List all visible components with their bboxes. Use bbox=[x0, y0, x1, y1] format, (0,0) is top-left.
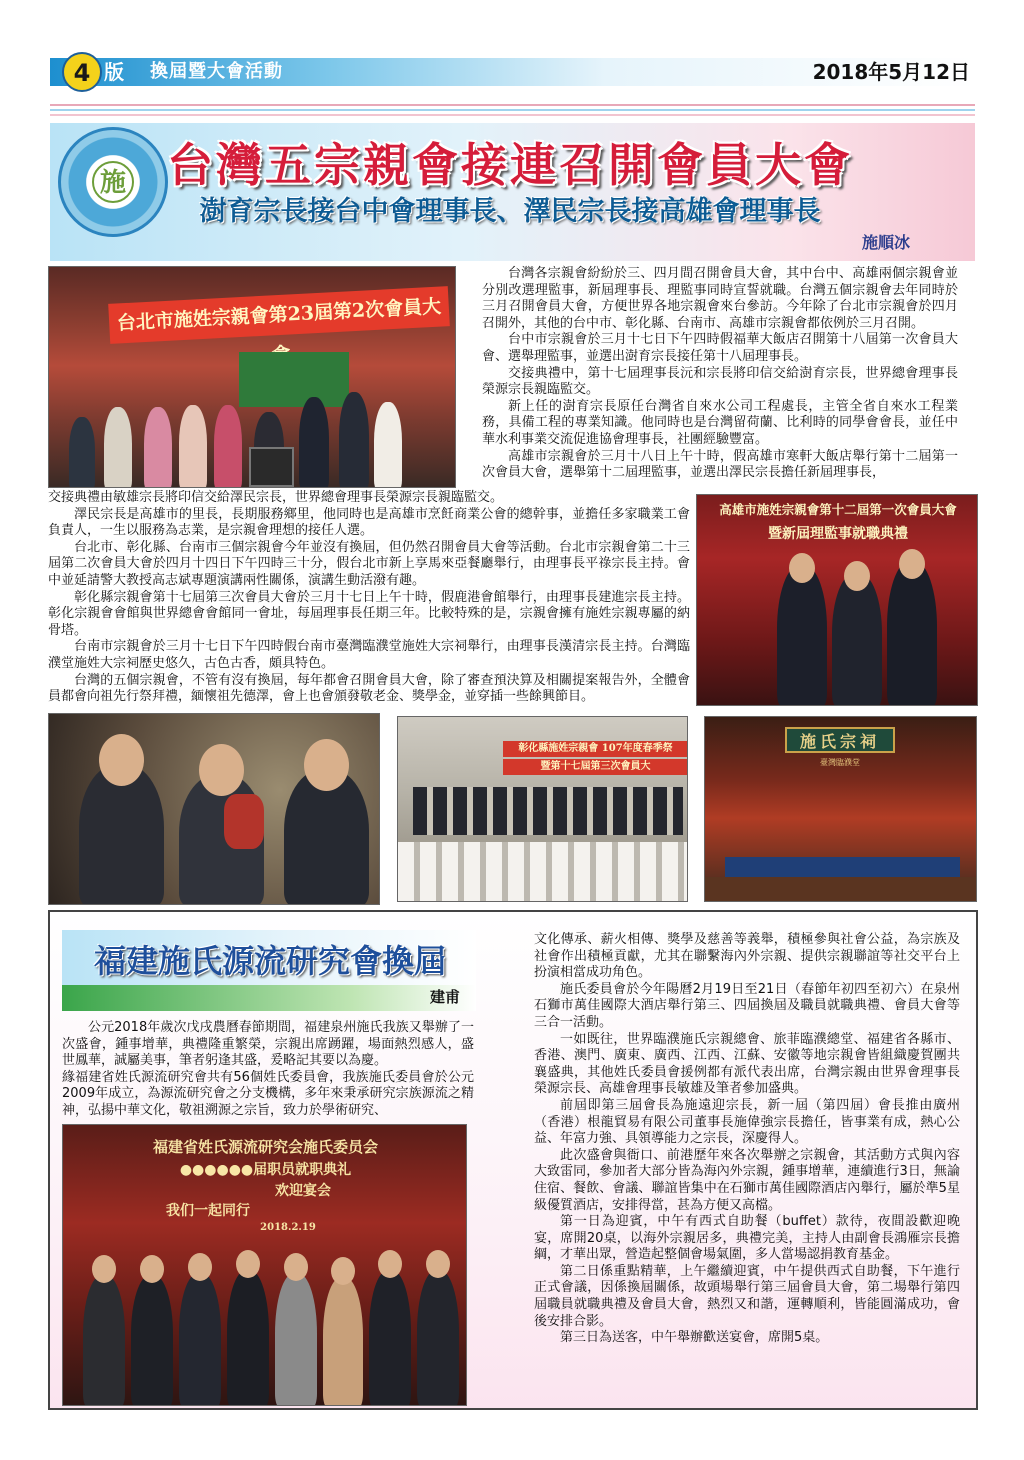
paragraph: 交接典禮由敏雄宗長將印信交給澤民宗長，世界總會理事長榮源宗長親臨監交。 bbox=[48, 490, 504, 505]
fujian-banner-line4: 我们一起同行 bbox=[166, 1203, 250, 1219]
article1-author: 施順冰 bbox=[861, 233, 910, 252]
monitor bbox=[249, 447, 294, 487]
paragraph: 彰化縣宗親會第十七屆第三次會員大會於三月十七日上午十時，假鹿港會館舉行，由理事長建進宗長主持。彰化宗親會會館與世界總會會館同一會址，每屆理事長任期三年。比較特殊的是，宗親會擁有施姓宗親專屬的納骨塔。 bbox=[48, 589, 690, 638]
header-rule-3 bbox=[50, 114, 975, 116]
article2-title: 福建施氏源流研究會換屆 bbox=[93, 942, 446, 980]
fujian-banner-line3: 欢迎宴会 bbox=[275, 1183, 331, 1199]
issue-date: 2018年5月12日 bbox=[812, 60, 970, 84]
article1-subheadline: 澍育宗長接台中會理事長、澤民宗長接高雄會理事長 bbox=[199, 196, 821, 227]
photo-taipei-meeting bbox=[48, 266, 456, 488]
white-chairs bbox=[398, 842, 688, 902]
article2-text-left bbox=[62, 1020, 474, 1120]
paragraph: 台中市宗親會於三月十七日下午四時假福華大飯店召開第十八屆第一次會員大會、選舉理監事，並選出澍育宗長接任第十八屆理事長。 bbox=[482, 332, 958, 364]
photo-fujian-ceremony bbox=[62, 1124, 467, 1406]
section-title: 換屆暨大會活動 bbox=[150, 61, 283, 82]
hall-banner-text: 台北市施姓宗親會第23屆第2次會員大會 bbox=[108, 286, 450, 344]
temple-floor bbox=[705, 877, 977, 902]
paragraph: 澤民宗長是高雄市的里長，長期服務鄉里，他同時也是高雄市烹飪商業公會的總幹事，並擔任多家職業工會負責人，一生以服務為志業，是宗親會理想的接任人選。 bbox=[48, 506, 690, 539]
paragraph: 施氏委員會於今年陽曆2月19日至21日（春節年初四至初六）在泉州石獅市萬佳國際大酒店舉行第三、四屆換屆及職員就職典禮、會員大會等三合一活動。 bbox=[534, 981, 960, 1030]
page-unit-label: 版 bbox=[104, 60, 124, 84]
kaohsiung-banner-line2: 暨新屆理監事就職典禮 bbox=[768, 526, 908, 542]
paragraph: 公元2018年歲次戊戌農曆春節期間，福建泉州施氏我族又舉辦了一次盛會，鍾事增華，典禮隆重繁榮，宗親出席踴躍，場面熱烈感人，盛世鳳華，誠屬美事，筆者躬逢其盛，爰略記其要以為慶。 bbox=[62, 1020, 474, 1069]
paragraph: 前屆即第三屆會長為施遠迎宗長，新一屆（第四屆）會長推由廣州（香港）根龍貿易有限公司董事長施偉強宗長擔任，皆事業有成，熱心公益、年富力強、具領導能力之宗長，深慶得人。 bbox=[534, 1097, 960, 1147]
photo-tainan-temple bbox=[704, 716, 977, 902]
temple-plaque: 施氏宗祠 bbox=[785, 727, 895, 753]
temple-subplaque: 臺灣臨濮堂 bbox=[820, 758, 860, 767]
group-banner-line1: 彰化縣施姓宗親會 107年度春季祭 bbox=[503, 741, 688, 757]
paragraph: 高雄市宗親會於三月十八日上午十時，假高雄市寒軒大飯店舉行第十二屆第一次會員大會，選舉第十二屆理監事，並選出澤民宗長擔任新屆理事長， bbox=[482, 448, 958, 481]
green-flag bbox=[239, 352, 349, 407]
stage-table bbox=[725, 857, 960, 877]
fujian-banner-line5: 2018.2.19 bbox=[260, 1222, 316, 1233]
group-people bbox=[413, 787, 683, 835]
paragraph: 一如既往，世界臨濮施氏宗親總會、旅菲臨濮總堂、福建省各縣市、香港、澳門、廣東、廣西、江西、江蘇、安徽等地宗親會皆組織慶賀團共襄盛典，其他姓氏委員會援例都有派代表出席，台灣宗親由世界會理事長榮源宗長、高雄會理事長敏雄及筆者參加盛典。 bbox=[534, 1031, 960, 1097]
paragraph: 台南市宗親會於三月十七日下午四時假台南市臺灣臨濮堂施姓大宗祠舉行，由理事長漢清宗長主持。台灣臨濮堂施姓大宗祠歷史悠久，古色古香，頗具特色。 bbox=[48, 639, 690, 671]
paragraph: 台灣的五個宗親會，不管有沒有換屆，每年都會召開會員大會，除了審查預決算及相關提案報告外，全體會員都會向祖先行祭拜禮，緬懷祖先德澤，會上也會頒發敬老金、獎學金，並穿插一些餘興節目。 bbox=[48, 672, 690, 705]
paragraph: 此次盛會與衙口、前港歷年來各次舉辦之宗親會，其活動方式與內容大致雷同，參加者大部分皆為海內外宗親，鍾事增華，連續進行3日，無論住宿、餐飲、會議、聯誼皆集中在石獅市萬佳國際酒店內舉行，屬於準5星級優質酒店，安排得當，甚為方便又高檔。 bbox=[534, 1147, 960, 1213]
fujian-banner-line2: ●●●●●●届职员就职典礼 bbox=[179, 1162, 352, 1178]
paragraph: 交接典禮中，第十七屆理事長沅和宗長將印信交給澍育宗長，世界總會理事長榮源宗長親臨監交。 bbox=[482, 365, 958, 398]
clan-logo-emblem: 施 bbox=[92, 161, 134, 203]
paragraph: 新上任的澍育宗長原任台灣省自來水公司工程處長，主管全省自來水工程業務，具備工程的專業知識。他同時也是台灣留荷蘭、比利時的同學會會長，並任中華水利事業交流促進協會理事長，社團經驗豐富。 bbox=[482, 398, 958, 447]
header-rule-2 bbox=[50, 109, 975, 111]
kaohsiung-banner-line1: 高雄市施姓宗親會第十二屆第一次會員大會 bbox=[719, 502, 957, 517]
paragraph: 緣福建省姓氏源流研究會共有56個姓氏委員會，我族施氏委員會於公元2009年成立，為源流研究會之分支機構，多年來秉承研究宗族源流之精神，弘揚中華文化，敬祖溯源之宗旨，致力於學術研究、 bbox=[62, 1069, 474, 1118]
paragraph: 第三日為送客，中午舉辦歡送宴會，席開5桌。 bbox=[560, 1330, 829, 1346]
photo-three-men bbox=[48, 713, 380, 905]
group-banner-line2: 暨第十七屆第三次會員大 bbox=[503, 759, 688, 775]
photo-kaohsiung-handover bbox=[696, 494, 978, 706]
header-rule-1 bbox=[50, 104, 975, 106]
photo-changhua-group bbox=[397, 716, 688, 902]
article1-headline: 台灣五宗親會接連召開會員大會 bbox=[167, 138, 853, 192]
paragraph: 台北市、彰化縣、台南市三個宗親會今年並沒有換屆，但仍然召開會員大會等活動。台北市宗親會第二十三屆第二次會員大會於四月十四日下午四時三十分，假台北市新上享馬來亞餐廳舉行，由理事長平祿宗長主持。會中並延請警大教授高志斌專題演講兩性關係，演講生動活潑有趣。 bbox=[48, 539, 690, 588]
article2-text-right bbox=[534, 932, 960, 1347]
page-number-badge: 4 bbox=[62, 52, 102, 92]
paragraph: 第二日係重點精華，上午繼續迎賓，中午提供西式自助餐，下午進行正式會議，因係換屆關係，故頭場舉行第三屆會員大會，第二場舉行第四屆職員就職典禮及會員大會，熱烈又和諧，運轉順利，皆能圓滿成功，會後安排合影。 bbox=[534, 1263, 960, 1329]
article2-author: 建甫 bbox=[429, 988, 460, 1006]
paragraph: 台灣各宗親會紛紛於三、四月間召開會員大會，其中台中、高雄兩個宗親會並分別改選理監事，新屆理事長、理監事同時宣誓就職。台灣五個宗親會去年同時於三月召開會員大會，方便世界各地宗親會來台參訪。今年除了台北市宗親會於四月召開外，其他的台中市、彰化縣、台南市、高雄市宗親會都依例於三月召開。 bbox=[482, 266, 958, 331]
article1-text-mid bbox=[48, 490, 690, 706]
paragraph: 文化傳承、薪火相傳、獎學及慈善等義舉，積極參與社會公益，為宗族及社會作出積極貢獻，尤其在聯繫海內外宗親、提供宗親聯誼等社交平台上扮演相當成功角色。 bbox=[534, 932, 960, 981]
article1-text-top bbox=[482, 266, 958, 482]
fujian-banner-line1: 福建省姓氏源流研究会施氏委员会 bbox=[152, 1138, 378, 1156]
statue-gift bbox=[224, 794, 264, 849]
paragraph: 第一日為迎賓，中午有西式自助餐（buffet）款待，夜間設歡迎晚宴，席開20桌，以海外宗親居多，典禮完美，主持人由副會長鴻雁宗長擔綱，才華出眾，營造起整個會場氣圍，多人當場認捐教育基金。 bbox=[534, 1214, 960, 1263]
